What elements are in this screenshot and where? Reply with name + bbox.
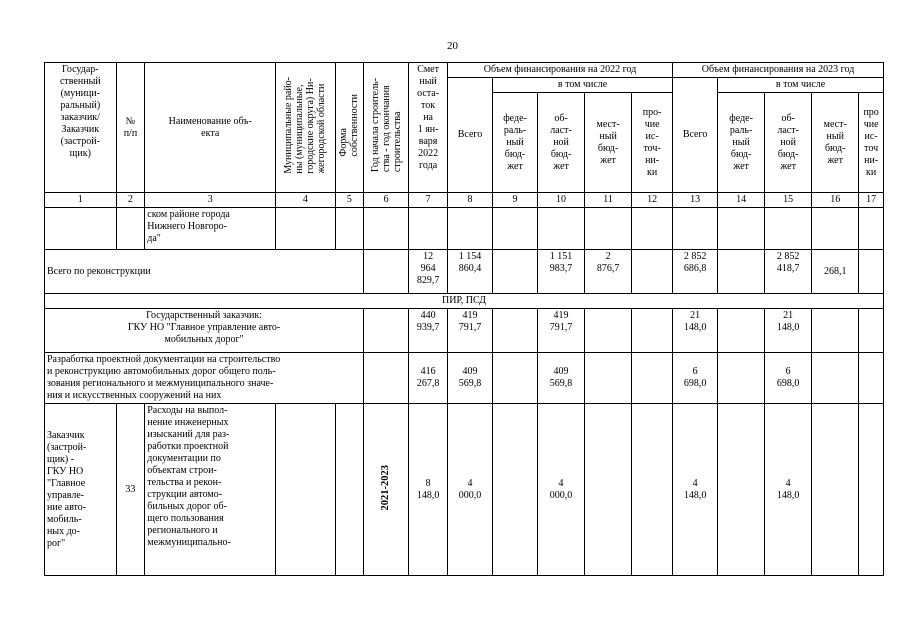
col-num: 16 [812, 193, 859, 208]
financing-table [44, 62, 884, 576]
object-name-continued: ском районе города Нижнего Новгоро- да" [145, 208, 276, 250]
customer-c15: 21 148,0 [765, 309, 812, 353]
table-row [45, 208, 884, 250]
total-reconstruction-label: Всего по реконструкции [45, 250, 364, 294]
header-federal-2023: феде- раль- ный бюд- жет [718, 93, 765, 193]
col-num: 17 [859, 193, 884, 208]
total-recon-c16: 268,1 [812, 250, 859, 294]
col-num: 3 [145, 193, 276, 208]
item-33-c15: 4 148,0 [765, 404, 812, 576]
item-33-number: 33 [116, 404, 145, 576]
project-docs-label: Разработка проектной документации на строительство и реконструкцию автомобильных дорог общего поль- зования регионального и межмуниципального значе- ния и искусственных сооружений на них [45, 353, 364, 404]
item-33-c7: 8 148,0 [409, 404, 448, 576]
table-row [45, 404, 884, 576]
page-number: 20 [447, 40, 458, 52]
header-total-2022: Всего [448, 78, 493, 193]
section-title: ПИР, ПСД [45, 294, 884, 309]
header-local-2023: мест- ный бюд- жет [812, 93, 859, 193]
customer-label: Государственный заказчик: ГКУ НО "Главное управление авто- мобильных дорог" [45, 309, 364, 353]
col-num: 14 [718, 193, 765, 208]
project-c13: 6 698,0 [673, 353, 718, 404]
column-number-row [45, 193, 884, 208]
header-incl-2022: в том числе [493, 78, 673, 93]
header-district: Муниципальные райо- ны (муниципальные, городские округа) Ни- жегородской области [283, 77, 328, 174]
customer-c10: 419 791,7 [538, 309, 585, 353]
project-c7: 416 267,8 [409, 353, 448, 404]
col-num: 2 [116, 193, 145, 208]
customer-c8: 419 791,7 [448, 309, 493, 353]
project-c8: 409 569,8 [448, 353, 493, 404]
project-c15: 6 698,0 [765, 353, 812, 404]
total-recon-c13: 2 852 686,8 [673, 250, 718, 294]
col-num: 7 [409, 193, 448, 208]
item-33-c10: 4 000,0 [538, 404, 585, 576]
total-recon-c10: 1 151 983,7 [538, 250, 585, 294]
header-customer: Государ- ственный (муници- pальный) заказчик/ Заказчик (застрой- щик) [45, 63, 117, 193]
col-num: 1 [45, 193, 117, 208]
header-fin-2022: Объем финансирования на 2022 год [448, 63, 673, 78]
header-local-2022: мест- ный бюд- жет [585, 93, 632, 193]
header-federal-2022: феде- раль- ный бюд- жет [493, 93, 538, 193]
header-years: Год начала строитель- ства - год окончания строительства [369, 78, 403, 173]
col-num: 8 [448, 193, 493, 208]
total-recon-c11: 2 876,7 [585, 250, 632, 294]
header-other-2022: про- чие ис- точ- ни- ки [632, 93, 673, 193]
customer-c13: 21 148,0 [673, 309, 718, 353]
item-33-c13: 4 148,0 [673, 404, 718, 576]
col-num: 10 [538, 193, 585, 208]
col-num: 15 [765, 193, 812, 208]
header-object-name: Наименование объ- екта [145, 63, 276, 193]
header-regional-2022: об- ласт- ной бюд- жет [538, 93, 585, 193]
col-num: 9 [493, 193, 538, 208]
item-33-name: Расходы на выпол- нение инженерных изысканий для раз- работки проектной документации по объектам строи- тельства и рекон- струкции автомо- бильных дорог об- щего пользования регионального и межмуниципально- [145, 404, 276, 576]
col-num: 12 [632, 193, 673, 208]
header-estimate: Смет ный оста- ток на 1 ян- варя 2022 года [409, 63, 448, 193]
header-other-2023: про чие ис- точ ни- ки [859, 93, 884, 193]
header-incl-2023: в том числе [718, 78, 884, 93]
project-c10: 409 569,8 [538, 353, 585, 404]
table-row [45, 250, 884, 294]
item-33-years: 2021-2023 [380, 464, 392, 511]
header-ownership: Форма собственности [338, 94, 361, 157]
table-row [45, 353, 884, 404]
total-recon-c15: 2 852 418,7 [765, 250, 812, 294]
col-num: 4 [276, 193, 335, 208]
col-num: 11 [585, 193, 632, 208]
total-recon-c8: 1 154 860,4 [448, 250, 493, 294]
col-num: 5 [335, 193, 364, 208]
header-regional-2023: об- ласт- ной бюд- жет [765, 93, 812, 193]
item-33-customer: Заказчик (застрой- щик) - ГКУ НО "Главное управле- ние авто- мобиль- ных до- рог" [45, 404, 117, 576]
total-recon-c7: 12 964 829,7 [409, 250, 448, 294]
item-33-c8: 4 000,0 [448, 404, 493, 576]
header-fin-2023: Объем финансирования на 2023 год [673, 63, 884, 78]
col-num: 13 [673, 193, 718, 208]
table-row [45, 309, 884, 353]
customer-c7: 440 939,7 [409, 309, 448, 353]
header-total-2023: Всего [673, 78, 718, 193]
col-num: 6 [364, 193, 409, 208]
header-num: № п/п [116, 63, 145, 193]
